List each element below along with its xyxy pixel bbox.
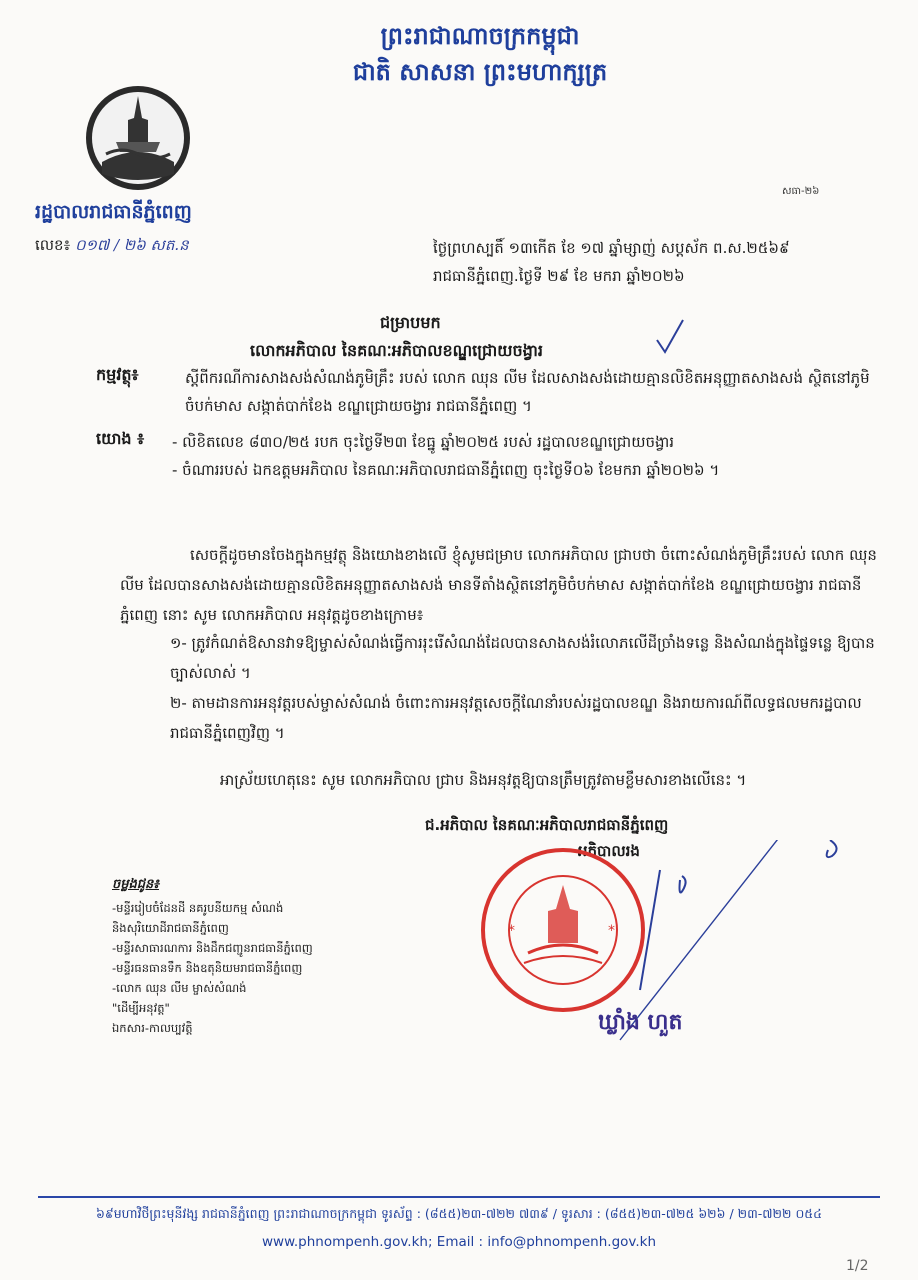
lunar-date: ថ្ងៃព្រហស្បតិ៍ ១៣កើត ខែ ១៧ ឆ្នាំម្សាញ់ សប្តស័ក ព.ស.២៥៦៩ — [433, 239, 790, 257]
reference-label: យោង ៖ — [96, 429, 145, 448]
cc-item: និងសុរិយោដីរាជធានីភ្នំពេញ — [112, 921, 229, 935]
signer-name: ឃ្លាំង ហួត — [598, 1009, 683, 1035]
number-value: ០១៧ / ២៦ សត.ន — [74, 236, 189, 254]
subject-label: កម្មវត្ថុ៖ — [96, 365, 139, 384]
footer-divider — [38, 1196, 880, 1198]
reference-item: - លិខិតលេខ ៨៣០/២៥ របក ចុះថ្ងៃទី២៣ ខែធ្នូ ឆ្នាំ២០២៥ របស់ រដ្ឋបាលខណ្ឌជ្រោយចង្វារ — [172, 433, 675, 451]
cc-item: -មន្ទីរសាធារណការ និងដឹកជញ្ជូនរាជធានីភ្នំពេញ — [112, 941, 313, 955]
cc-title: ចម្លងជូន៖ — [112, 877, 159, 892]
cc-list — [112, 898, 372, 1038]
instruction-item-1: ១- ត្រូវកំណត់ឱសានវាទឱ្យម្ចាស់សំណង់ធ្វើការរុះរើសំណង់ដែលបានសាងសង់រំលោភលើដីច្រាំងទន្លេ និងសំណង់ក្នុងផ្ទៃទន្លេ ឱ្យបានច្បាស់លាស់ ។ — [170, 634, 875, 682]
recipient-title: ជម្រាបមក — [380, 313, 441, 332]
number-label: លេខ៖ — [35, 236, 71, 254]
cc-item: ឯកសារ-កាលប្បវត្តិ — [112, 1021, 193, 1035]
cc-item: -លោក ឈុន លីម ម្ចាស់សំណង់ — [112, 981, 247, 995]
solar-date: រាជធានីភ្នំពេញ.ថ្ងៃទី ២៩ ខែ មករា ឆ្នាំ២០២៦ — [433, 267, 685, 285]
subject-text: ស្តីពីករណីការសាងសង់សំណង់ភូមិគ្រឹះ របស់ លោក ឈុន លីម ដែលសាងសង់ដោយគ្មានលិខិតអនុញ្ញាតសាងសង់ ស្ថិតនៅភូមិចំបក់មាស សង្កាត់បាក់ខែង ខណ្ឌជ្រោយចង្វារ រាជធានីភ្នំពេញ ។ — [185, 369, 870, 415]
svg-text:*: * — [608, 923, 615, 939]
closing-paragraph: អាស្រ័យហេតុនេះ សូម លោកអភិបាល ជ្រាប និងអនុវត្តឱ្យបានត្រឹមត្រូវតាមខ្លឹមសារខាងលើនេះ ។ — [220, 771, 747, 789]
reference-item: - ចំណាររបស់ ឯកឧត្តមអភិបាល នៃគណៈអភិបាលរាជធានីភ្នំពេញ ចុះថ្ងៃទី០៦ ខែមករា ឆ្នាំ២០២៦ ។ — [172, 461, 720, 479]
kingdom-motto: ជាតិ សាសនា ព្រះមហាក្សត្រ — [352, 57, 608, 86]
signature-title: ជ.អភិបាល នៃគណៈអភិបាលរាជធានីភ្នំពេញ — [425, 816, 669, 834]
kingdom-title: ព្រះរាជាណាចក្រកម្ពុជា — [380, 21, 580, 50]
instruction-item-2: ២- តាមដានការអនុវត្តរបស់ម្ចាស់សំណង់ ចំពោះការអនុវត្តសេចក្តីណែនាំរបស់រដ្ឋបាលខណ្ឌ និងរាយការណ៍ពីលទ្ធផលមករដ្ឋបាលរាជធានីភ្នំពេញវិញ ។ — [170, 694, 862, 742]
footer-address: ៦៩មហាវិថីព្រះមុនីវង្ស រាជធានីភ្នំពេញ ព្រះរាជាណាចក្រកម្ពុជា ទូរស័ព្ទ : (៨៥៥)២៣-៧២២ ៧៣៩ / ទូរសារ : (៨៥៥)២៣-៧២៥ ៦២៦ / ២៣-៧២២ ០៥៤ — [96, 1206, 822, 1221]
recipient-line: លោកអភិបាល នៃគណៈអភិបាលខណ្ឌជ្រោយចង្វារ — [250, 341, 543, 360]
page-number: 1/2 — [846, 1258, 869, 1274]
svg-text:*: * — [508, 923, 515, 939]
signature-subtitle: អភិបាលរង — [578, 842, 640, 860]
cc-item: "ដើម្បីអនុវត្ត" — [112, 1001, 170, 1015]
footer-contact: www.phnompenh.gov.kh; Email : info@phnompenh.gov.kh — [261, 1234, 657, 1250]
body-paragraph: សេចក្តីដូចមានចែងក្នុងកម្មវត្ថុ និងយោងខាងលើ ខ្ញុំសូមជម្រាប លោកអភិបាល ជ្រាបថា ចំពោះសំណង់ភូមិគ្រឹះរបស់ លោក ឈុន លីម ដែលបានសាងសង់ដោយគ្មានលិខិតអនុញ្ញាតសាងសង់ មានទីតាំងស្ថិតនៅភូមិចំបក់មាស សង្កាត់បាក់ខែង ខណ្ឌជ្រោយចង្វារ រាជធានីភ្នំពេញ នោះ សូម លោកអភិបាល អនុវត្តដូចខាងក្រោម៖ — [120, 546, 877, 624]
cc-item: -មន្ទីរធនធានទឹក និងឧតុនិយមរាជធានីភ្នំពេញ — [112, 961, 303, 975]
admin-name: រដ្ឋបាលរាជធានីភ្នំពេញ — [35, 201, 192, 223]
cc-item: -មន្ទីររៀបចំដែនដី នគរូបនីយកម្ម សំណង់ — [112, 901, 284, 915]
date-block — [433, 234, 863, 290]
reference-code: សធា-២៦ — [782, 186, 820, 197]
kingdom-heading — [330, 18, 630, 90]
phnom-penh-logo — [82, 82, 194, 194]
document-number — [35, 236, 189, 258]
reference-list — [172, 428, 872, 484]
checkmark-icon — [655, 318, 685, 358]
